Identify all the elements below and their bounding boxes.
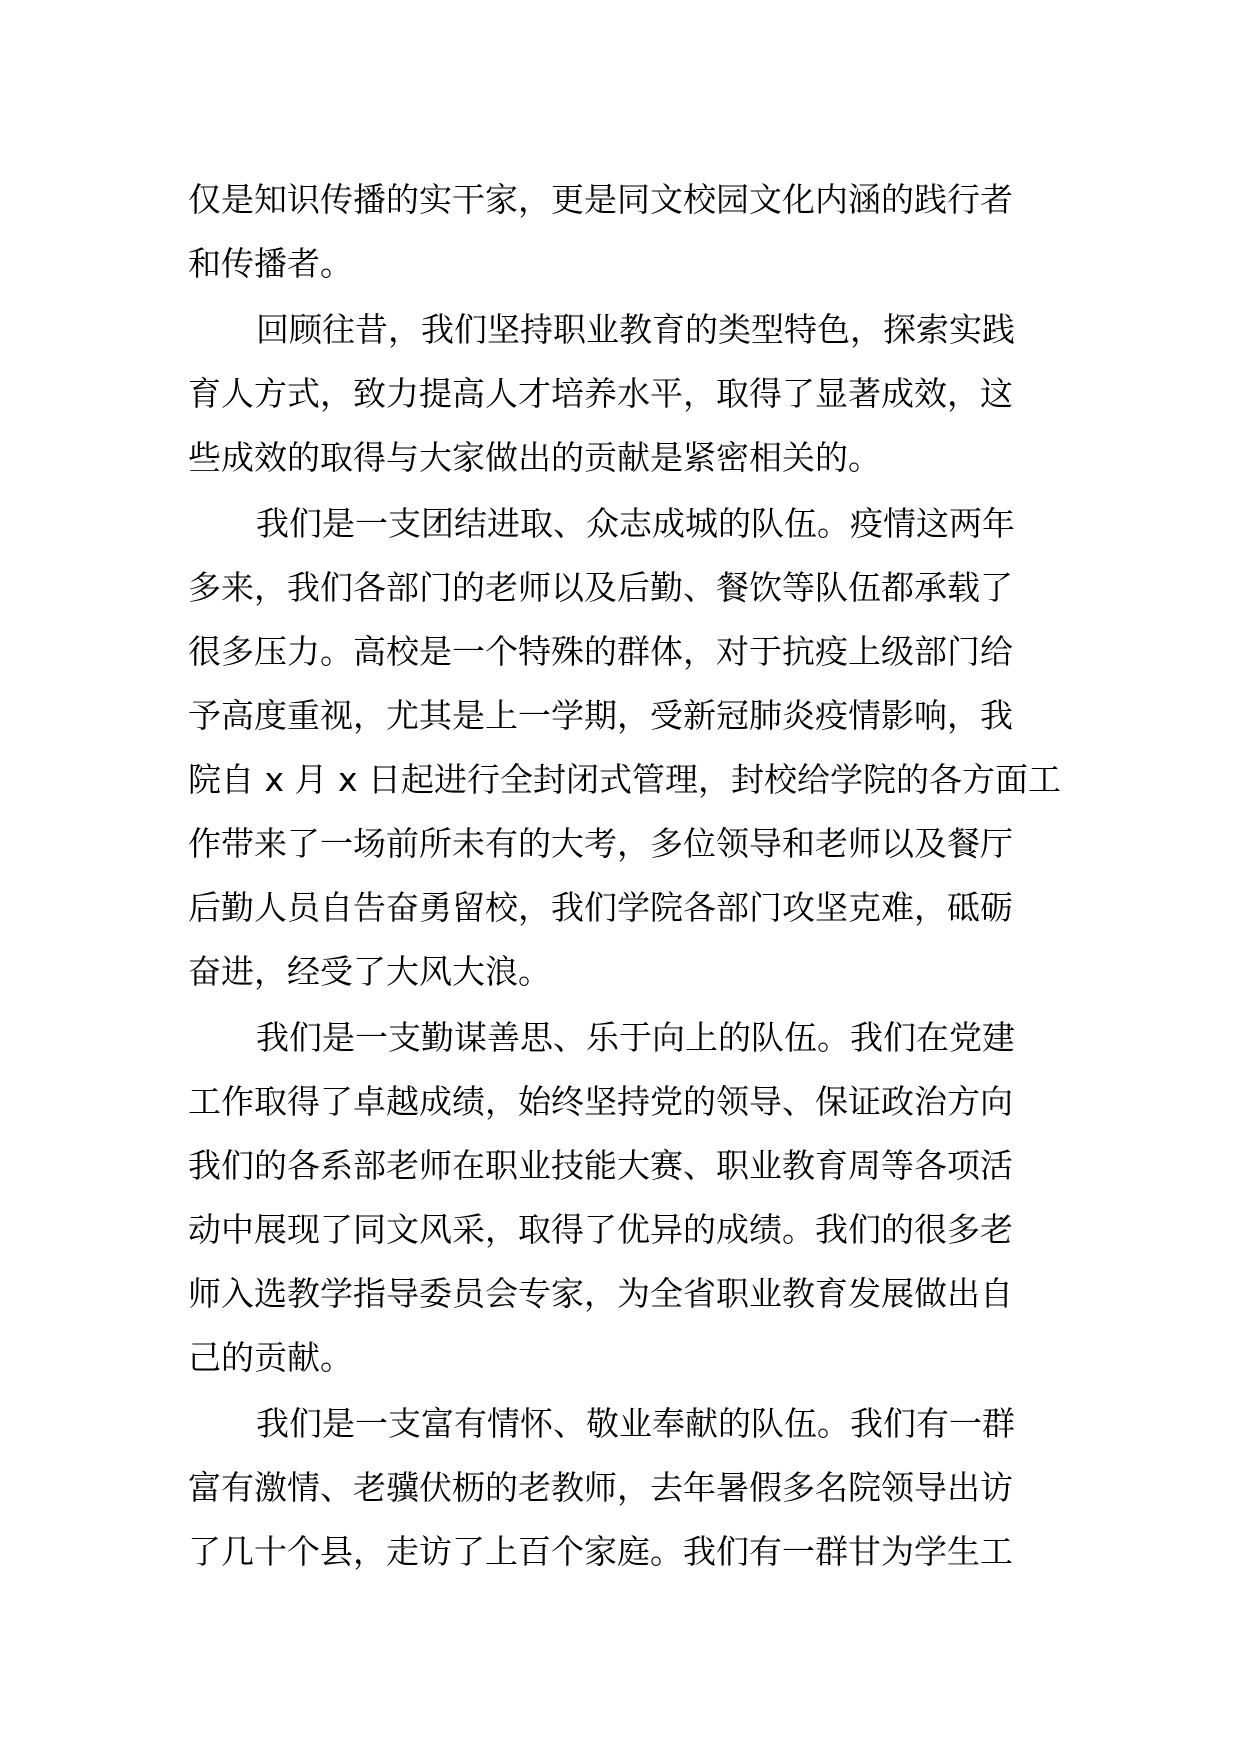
text-line: 些成效的取得与大家做出的贡献是紧密相关的。 bbox=[188, 438, 881, 477]
text-line: 作带来了一场前所未有的大考，多位领导和老师以及餐厅 bbox=[188, 824, 1013, 863]
text-line: 院自 x 月 x 日起进行全封闭式管理，封校给学院的各方面工 bbox=[188, 760, 1062, 799]
paragraph-first-line: 回顾往昔，我们坚持职业教育的类型特色，探索实践 bbox=[256, 310, 1015, 349]
paragraph-first-line: 我们是一支勤谋善思、乐于向上的队伍。我们在党建 bbox=[256, 1018, 1015, 1057]
text-line: 我们的各系部老师在职业技能大赛、职业教育周等各项活 bbox=[188, 1146, 1013, 1185]
text-line: 己的贡献。 bbox=[188, 1338, 353, 1377]
text-line: 了几十个县，走访了上百个家庭。我们有一群甘为学生工 bbox=[188, 1532, 1013, 1571]
text-line: 后勤人员自告奋勇留校，我们学院各部门攻坚克难，砥砺 bbox=[188, 888, 1013, 927]
paragraph-first-line: 我们是一支团结进取、众志成城的队伍。疫情这两年 bbox=[256, 504, 1015, 543]
body-text bbox=[188, 168, 1068, 1584]
paragraph-first-line: 我们是一支富有情怀、敬业奉献的队伍。我们有一群 bbox=[256, 1404, 1015, 1443]
text-line: 和传播者。 bbox=[188, 244, 353, 283]
text-line: 予高度重视，尤其是上一学期，受新冠肺炎疫情影响，我 bbox=[188, 696, 1013, 735]
text-line: 富有激情、老骥伏枥的老教师，去年暑假多名院领导出访 bbox=[188, 1468, 1013, 1507]
text-line: 工作取得了卓越成绩，始终坚持党的领导、保证政治方向 bbox=[188, 1082, 1013, 1121]
text-line: 仅是知识传播的实干家，更是同文校园文化内涵的践行者 bbox=[188, 180, 1013, 219]
text-line: 育人方式，致力提高人才培养水平，取得了显著成效，这 bbox=[188, 374, 1013, 413]
text-line: 师入选教学指导委员会专家，为全省职业教育发展做出自 bbox=[188, 1274, 1013, 1313]
text-line: 奋进，经受了大风大浪。 bbox=[188, 952, 551, 991]
text-line: 很多压力。高校是一个特殊的群体，对于抗疫上级部门给 bbox=[188, 632, 1013, 671]
text-line: 动中展现了同文风采，取得了优异的成绩。我们的很多老 bbox=[188, 1210, 1013, 1249]
text-line: 多来，我们各部门的老师以及后勤、餐饮等队伍都承载了 bbox=[188, 568, 1013, 607]
